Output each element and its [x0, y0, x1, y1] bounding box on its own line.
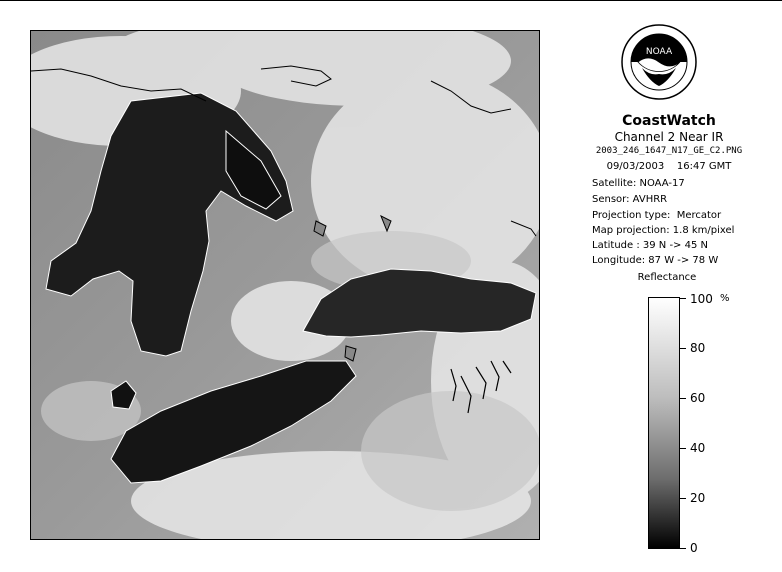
colorbar-unit: % [720, 293, 730, 304]
colorbar-tick [680, 498, 686, 499]
colorbar-label: 100 [690, 292, 713, 306]
meta-longitude: Longitude: 87 W -> 78 W [592, 255, 719, 266]
image-filename: 2003_246_1647_N17_GE_C2.PNG [595, 146, 743, 156]
satellite-image [31, 31, 539, 539]
colorbar-tick [680, 448, 686, 449]
colorbar-tick [680, 298, 686, 299]
noaa-logo [620, 20, 698, 108]
colorbar-tick [680, 398, 686, 399]
satellite-map[interactable] [30, 30, 540, 540]
colorbar-label: 80 [690, 341, 706, 355]
colorbar [648, 297, 680, 549]
colorbar-label: 60 [690, 391, 706, 405]
colorbar-tick [680, 548, 686, 549]
colorbar-tick [680, 348, 686, 349]
colorbar-label: 0 [690, 541, 698, 555]
meta-latitude: Latitude : 39 N -> 45 N [592, 240, 708, 251]
channel-subtitle: Channel 2 Near IR [614, 130, 724, 144]
acquisition-datetime: 09/03/2003 16:47 GMT [606, 161, 732, 172]
colorbar-title: Reflectance [637, 272, 697, 283]
top-border [0, 0, 782, 1]
meta-projection-type: Projection type: Mercator [592, 210, 722, 221]
colorbar-label: 40 [690, 441, 706, 455]
logo-text: NOAA [645, 47, 673, 57]
meta-sensor: Sensor: AVHRR [592, 194, 668, 205]
noaa-logo-icon [620, 20, 698, 108]
product-title: CoastWatch [622, 113, 716, 129]
colorbar-label: 20 [690, 491, 706, 505]
meta-map-projection: Map projection: 1.8 km/pixel [592, 225, 735, 236]
meta-satellite: Satellite: NOAA-17 [592, 178, 685, 189]
